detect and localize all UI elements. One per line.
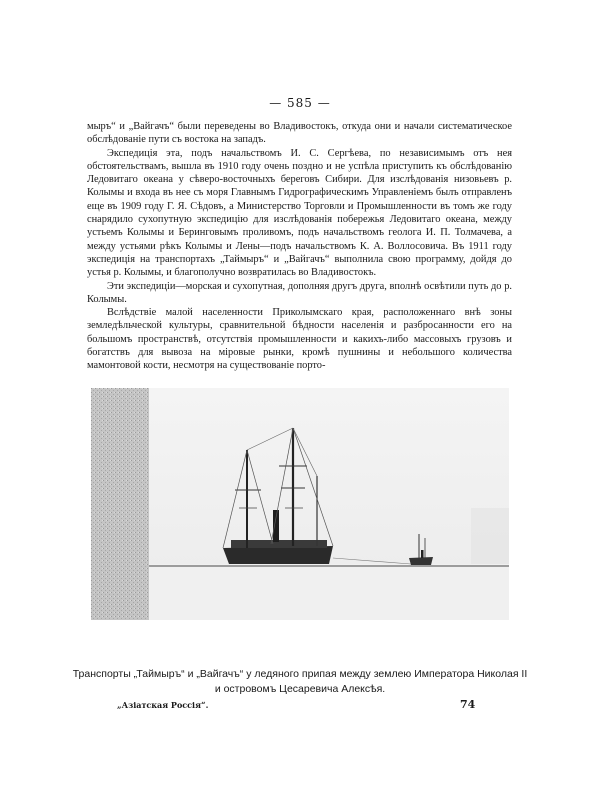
paragraph-continuation: мыръ“ и „Вайгачъ“ были переведены во Владивостокъ, откуда они и начали систематическое обслѣдованіе пути съ востока на западъ. [87,121,512,146]
print-signature: „Азіатская Россія“. [117,700,209,710]
photo-ice-field [149,564,509,620]
caption-line-1: Транспорты „Таймыръ“ и „Вайгачъ“ у ледяного припая между землею Императора Николая II [72,668,528,680]
photo-dark-edge [91,388,149,620]
caption-line-2: и островомъ Цесаревича Алексѣя. [214,683,386,695]
paragraph-kolyma-region: Вслѣдствіе малой населенности Приколымскаго края, расположеннаго внѣ зоны земледѣльческой культуры, сравнительной бѣдности населенія и разбросанности его на большомъ пространствѣ, отсутствія промышленности и какихъ-либо массовыхъ грузовъ и богатствъ для вывоза на міровые рынки, кромѣ пушнины и небольшого количества мамонтовой кости, несмотря на существованіе порто- [87,307,512,372]
sheet-number: 74 [460,698,476,711]
photo-caption [70,667,530,697]
ships-photograph [91,388,509,620]
page-number: — 585 — [269,96,331,110]
paragraph-expeditions-summary: Эти экспедиціи—морская и сухопутная, дополняя другъ друга, вполнѣ освѣтили путь до р. Колымы. [87,280,512,305]
body-text [87,120,512,373]
paragraph-expedition: Экспедиція эта, подъ начальствомъ И. С. Сергѣева, по независимымъ отъ нея обстоятельствамъ, вышла въ 1910 году очень поздно и не успѣла приступить къ обслѣдованію Ледовитаго океана у сѣверо-восточныхъ береговъ Сибири. Для изслѣдованія низовьевъ р. Колымы и входа въ нее съ моря Главнымъ Гидрографическимъ Управленіемъ былъ отправленъ еще въ 1909 году Г. Я. Сѣдовъ, а Министерство Торговли и Промышленности въ томъ же году снарядило сухопутную экспедицію для изслѣдованія побережья Ледовитаго океана, между устьемъ Колымы и Беринговымъ проливомъ, подъ начальствомъ геолога И. П. Толмачева, а между устьями рѣкъ Колымы и Лены—подъ начальствомъ К. А. Воллосовича. Въ 1911 году экспедиція на транспортахъ „Таймыръ“ и „Вайгачъ“ выполнила свою программу, дойдя до устья р. Колымы, и благополучно возвратилась во Владивостокъ. [87,147,512,279]
